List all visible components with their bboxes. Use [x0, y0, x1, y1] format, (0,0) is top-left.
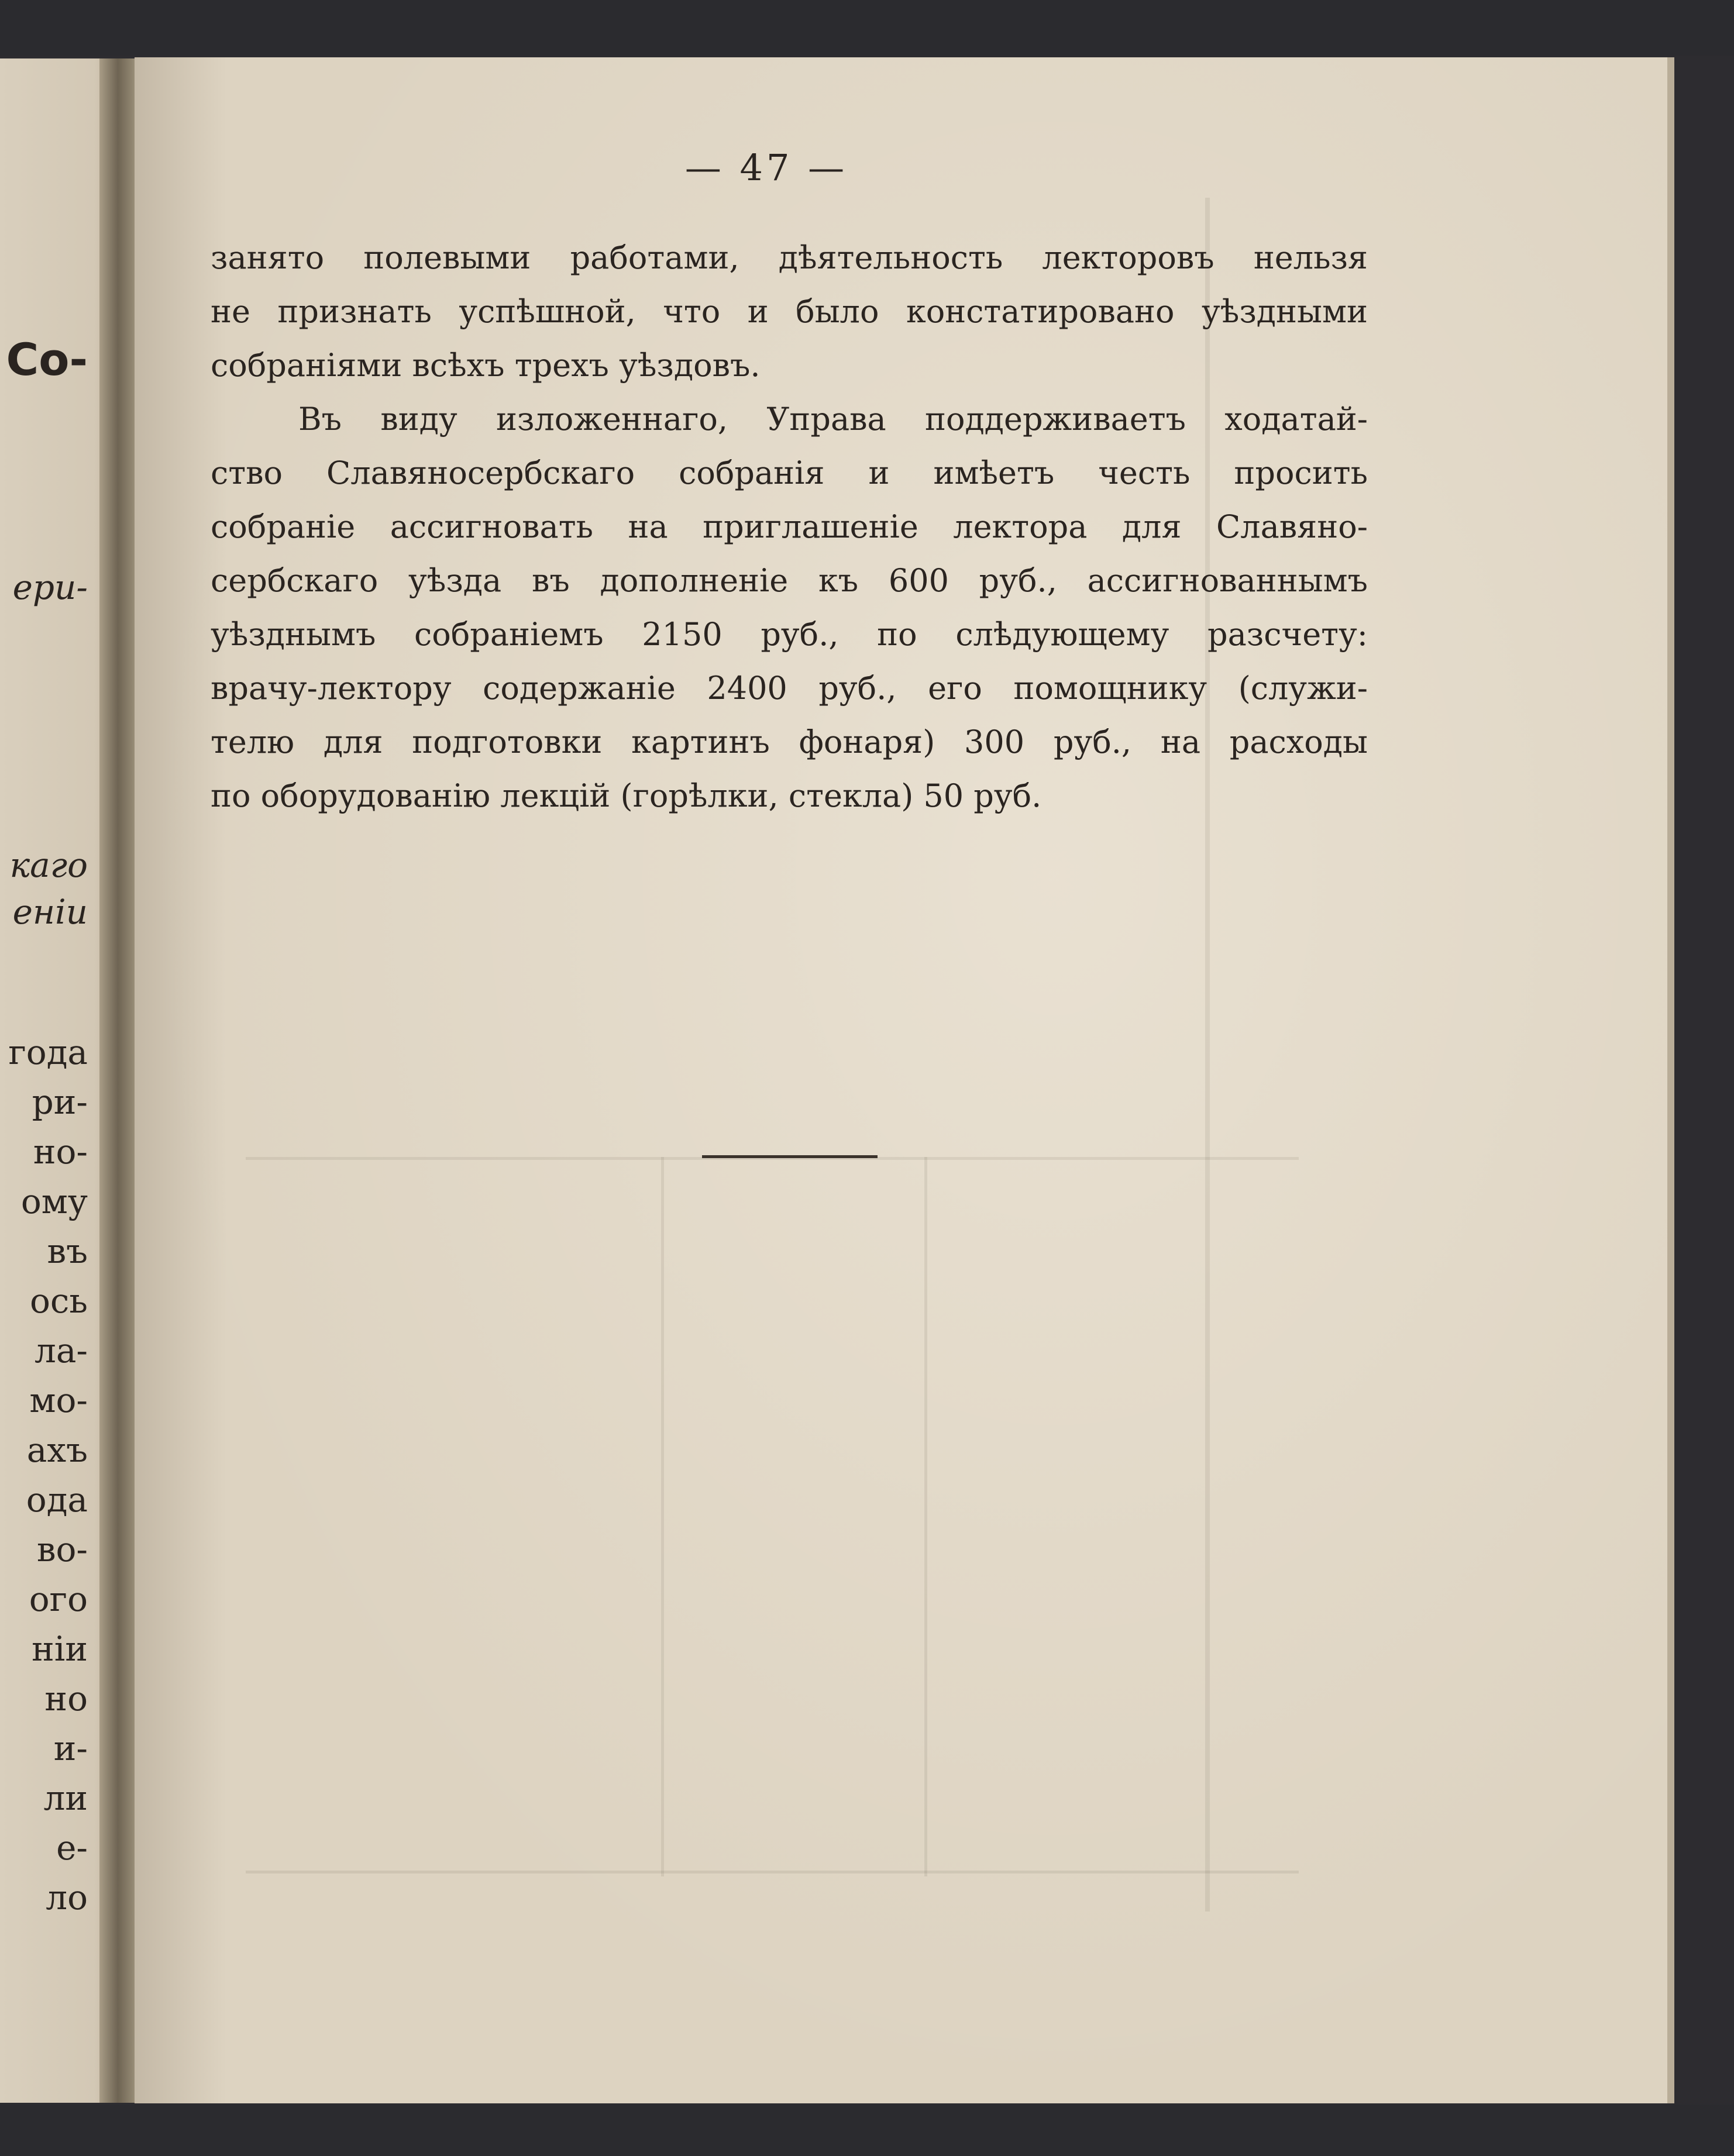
fragment: и-: [53, 1728, 88, 1768]
fragment: ніи: [32, 1629, 88, 1669]
fragment: но: [44, 1679, 88, 1718]
body-text: [211, 231, 1368, 823]
text-line: ство Славяносербскаго собранія и имѣетъ честь просить: [211, 454, 1368, 491]
fragment: каго: [9, 845, 88, 885]
fragment: ому: [20, 1182, 88, 1221]
text-line: собраніе ассигновать на приглашеніе лектора для Славяно-: [211, 508, 1368, 545]
fragment: ри-: [32, 1082, 88, 1122]
fragment: ода: [26, 1480, 88, 1520]
fragment: еніи: [12, 892, 88, 932]
page-edge: [1667, 57, 1674, 2103]
text-line: не признать успѣшной, что и было констатировано уѣздными: [211, 293, 1368, 330]
text-line: занято полевыми работами, дѣятельность лекторовъ нельзя: [211, 239, 1368, 276]
fragment: ого: [29, 1579, 88, 1619]
bleed-through-rule: [661, 1157, 664, 1876]
fragment: во-: [36, 1530, 88, 1569]
fragment: ери-: [12, 567, 88, 607]
fragment: года: [8, 1032, 88, 1072]
text-line: телю для подготовки картинъ фонаря) 300 руб., на расходы: [211, 724, 1368, 760]
previous-page-text-fragments: [0, 58, 88, 2103]
text-line: уѣзднымъ собраніемъ 2150 руб., по слѣдующему разсчету:: [211, 616, 1368, 653]
bleed-through-rule: [924, 1157, 927, 1876]
fragment: ахъ: [26, 1430, 88, 1470]
fragment: ла-: [34, 1331, 88, 1370]
fragment: Со-: [6, 333, 88, 385]
text-line: Въ виду изложеннаго, Управа поддерживаетъ ходатай-: [298, 401, 1368, 438]
text-line: собраніями всѣхъ трехъ уѣздовъ.: [211, 347, 761, 384]
paragraph-2: [211, 392, 1368, 823]
fragment: ло: [46, 1878, 88, 1917]
fragment: ось: [30, 1281, 88, 1321]
text-line: врачу-лектору содержаніе 2400 руб., его помощнику (служи-: [211, 670, 1368, 707]
text-line: по оборудованію лекцій (горѣлки, стекла) 50 руб.: [211, 777, 1042, 814]
bleed-through-rule: [246, 1871, 1299, 1873]
page-number: — 47 —: [684, 146, 848, 189]
fragment: е-: [56, 1828, 88, 1868]
fragment: но-: [33, 1132, 88, 1172]
fragment: мо-: [29, 1380, 88, 1420]
fragment: въ: [47, 1231, 88, 1271]
paragraph-1: [211, 231, 1368, 392]
section-end-rule: [702, 1155, 878, 1158]
fragment: ли: [43, 1778, 88, 1818]
text-line: сербскаго уѣзда въ дополненіе къ 600 руб., ассигнованнымъ: [211, 562, 1368, 599]
